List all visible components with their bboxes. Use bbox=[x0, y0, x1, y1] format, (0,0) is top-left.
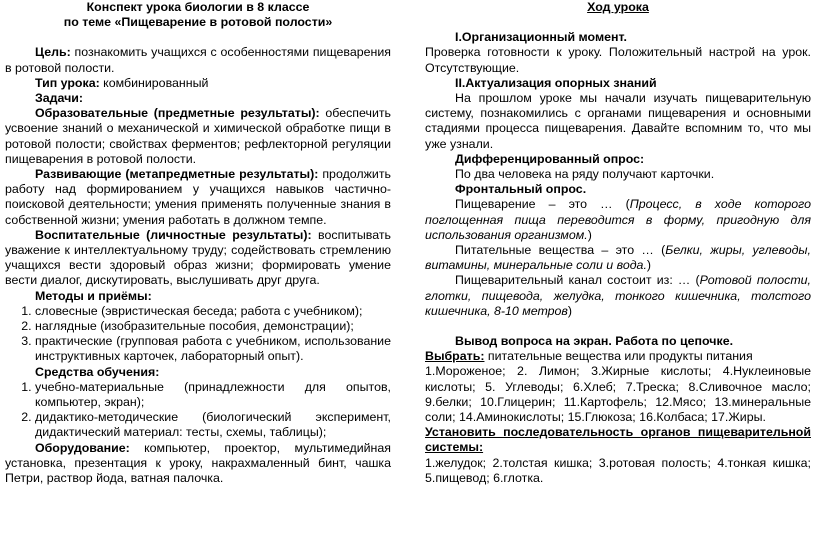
chain-work-title: Вывод вопроса на экран. Работа по цепочке. bbox=[455, 334, 734, 349]
list-item: 3. практические (групповая работа с учебником, использование инструктивных карточек, лабораторный опыт). bbox=[35, 334, 391, 364]
stage2-text: На прошлом уроке мы начали изучать пищеварительную систему, познакомились с органами пищеварения и основными стадиями процесса пищеварения. Давайте вспомним то, что мы уже узнали. bbox=[425, 91, 811, 151]
question-3-end: ) bbox=[567, 303, 573, 318]
stage1-text: Проверка готовности к уроку. Положительный настрой на урок. Отсутствующие. bbox=[425, 45, 811, 75]
lesson-plan-column bbox=[5, 0, 391, 486]
question-1-answer: Процесс, в ходе которого поглощенная пища переводится в форму, пригодную для использования организмом. bbox=[425, 197, 812, 242]
choose-paragraph bbox=[425, 349, 811, 364]
means-heading: Средства обучения: bbox=[35, 364, 160, 379]
foods-list: 1.Мороженое; 2. Лимон; 3.Жирные кислоты; 4.Нуклеиновые кислоты; 5. Углеводы; 6.Хлеб; 7.Треска; 8.Сливочное масло; 9.белки; 10.Глицерин; 11.Картофель; 12.Мясо; 13.минеральные соли; 14.Аминокислоты; 15.Глюкоза; 16.Колбаса; 17.Жиры. bbox=[425, 364, 811, 425]
question-3-text: Пищеварительный канал состоит из: … ( bbox=[455, 273, 700, 288]
methods-list bbox=[5, 304, 391, 365]
diff-survey-title: Дифференцированный опрос: bbox=[455, 151, 645, 166]
goal-label: Цель: bbox=[35, 45, 71, 60]
list-item: 2. наглядные (изобразительные пособия, демонстрации); bbox=[35, 319, 391, 334]
goal-paragraph bbox=[5, 45, 391, 75]
question-1 bbox=[425, 197, 811, 243]
developmental-text: продолжить работу над формированием у учащихся навыков частично-поисковой деятельности; умения применять полученные знания в собственной жизни; умения работать в должном темпе. bbox=[5, 167, 391, 227]
educational-text: обеспечить усвоение знаний о механической и химической обработке пищи в ротовой полости; свойствах ферментов; рефлекторной регуляции пищеварения в ротовой полости. bbox=[5, 106, 392, 166]
choose-text: питательные вещества или продукты питания bbox=[484, 349, 753, 364]
question-1-end: ) bbox=[587, 227, 592, 242]
question-2-answer: Белки, жиры, углеводы, витамины, минеральные соли и вода. bbox=[425, 243, 811, 273]
goal-text: познакомить учащихся с особенностями пищеварения в ротовой полости. bbox=[5, 45, 391, 75]
question-3 bbox=[425, 273, 811, 319]
means-list bbox=[5, 380, 391, 441]
stage2-title: II.Актуализация опорных знаний bbox=[455, 75, 657, 90]
list-item: 2. дидактико-методические (биологический эксперимент, дидактический материал: тесты, схемы, таблицы); bbox=[35, 410, 391, 440]
developmental-paragraph bbox=[5, 167, 391, 228]
question-2 bbox=[425, 243, 811, 273]
lesson-progress-heading: Ход урока bbox=[587, 0, 649, 14]
developmental-label: Развивающие (метапредметные результаты): bbox=[35, 167, 319, 182]
question-2-end: ) bbox=[646, 258, 652, 273]
lesson-type-text: комбинированный bbox=[99, 75, 209, 90]
educational-label: Образовательные (предметные результаты): bbox=[35, 106, 320, 121]
front-survey-title: Фронтальный опрос. bbox=[455, 182, 587, 197]
order-label: Установить последовательность органов пищеварительной системы: bbox=[425, 425, 811, 455]
stage1-title: I.Организационный момент. bbox=[455, 30, 627, 45]
title-line-2: по теме «Пищеварение в ротовой полости» bbox=[63, 15, 333, 30]
lesson-progress-column bbox=[425, 0, 811, 486]
tasks-heading: Задачи: bbox=[35, 91, 84, 106]
equipment-label: Оборудование: bbox=[35, 440, 130, 455]
diff-survey-text: По два человека на ряду получают карточки. bbox=[455, 167, 715, 182]
list-item: 1. словесные (эвристическая беседа; работа с учебником); bbox=[35, 304, 391, 319]
educational-paragraph bbox=[5, 106, 391, 167]
organs-list: 1.желудок; 2.толстая кишка; 3.ротовая полость; 4.тонкая кишка; 5.пищевод; 6.глотка. bbox=[425, 455, 811, 485]
lesson-type-paragraph bbox=[5, 76, 391, 91]
upbringing-text: воспитывать уважение к интеллектуальному труду; содействовать стремлению учащихся вести здоровый образ жизни; формировать умение вести диалог, дискутировать, выслушивать друг друга. bbox=[5, 227, 391, 288]
question-3-answer: Ротовой полости, глотки, пищевода, желудка, тонкого кишечника, толстого кишечника, 8-10 метров bbox=[425, 273, 811, 318]
title-line-1: Конспект урока биологии в 8 классе bbox=[86, 0, 310, 14]
choose-label: Выбрать: bbox=[425, 349, 485, 364]
equipment-text: компьютер, проектор, мультимедийная установка, презентация к уроку, накрахмаленный бинт, чашка Петри, раствор йода, ватная палочка. bbox=[5, 440, 391, 486]
methods-heading: Методы и приёмы: bbox=[35, 288, 152, 303]
question-1-text: Пищеварение – это … ( bbox=[455, 197, 630, 212]
upbringing-paragraph bbox=[5, 228, 391, 289]
list-item: 1. учебно-материальные (принадлежности для опытов, компьютер, экран); bbox=[35, 380, 391, 410]
lesson-type-label: Тип урока: bbox=[35, 75, 100, 90]
equipment-paragraph bbox=[5, 441, 391, 487]
question-2-text: Питательные вещества – это … ( bbox=[455, 243, 666, 258]
upbringing-label: Воспитательные (личностные результаты): bbox=[35, 227, 312, 242]
